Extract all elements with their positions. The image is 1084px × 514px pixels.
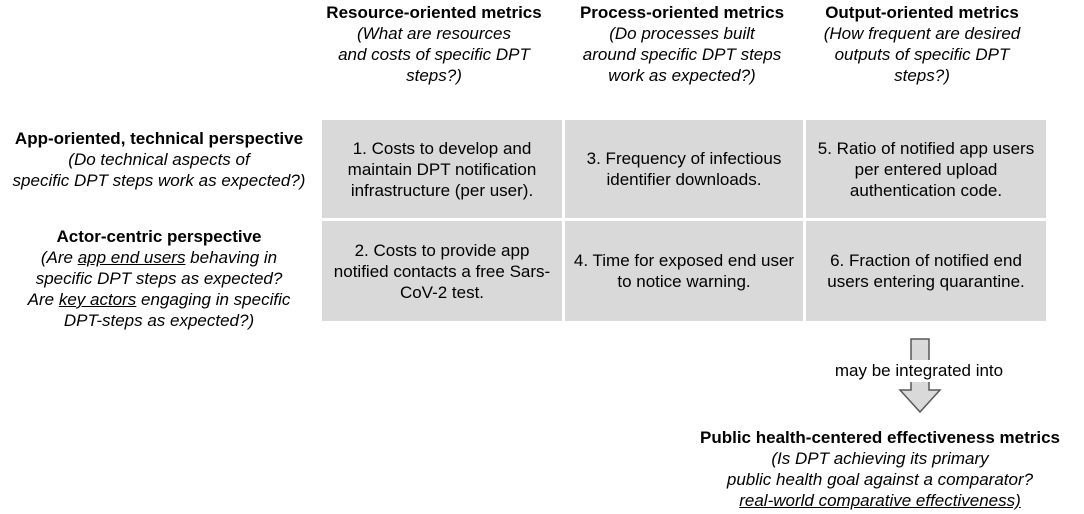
column-subtitle-line: around specific DPT steps [582, 45, 782, 64]
column-subtitle-line: steps?) [406, 66, 462, 85]
public-health-metrics [680, 427, 1080, 511]
metric-cell-2 [322, 221, 562, 321]
public-health-title: Public health-centered effectiveness metrics [700, 428, 1060, 447]
metric-cell-text: 4. Time for exposed end user to notice warning. [573, 251, 795, 291]
column-subtitle-line: work as expected?) [608, 66, 756, 85]
column-header-process [563, 2, 801, 86]
column-subtitle-line: steps?) [894, 66, 950, 85]
column-subtitle-line: and costs of specific DPT [338, 45, 530, 64]
real-world-effectiveness-emphasis: real-world comparative effectiveness) [739, 491, 1021, 510]
public-health-subtitle-line: (Is DPT achieving its primary [771, 449, 989, 468]
public-health-subtitle-line [680, 490, 1080, 511]
metric-cell-text: 1. Costs to develop and maintain DPT notification infrastructure (per user). [347, 138, 537, 200]
metric-cell-3 [565, 120, 803, 218]
row-subtitle-line: specific DPT steps as expected? [35, 269, 283, 288]
metric-cell-text: 3. Frequency of infectious identifier downloads. [586, 149, 782, 189]
metric-cell-text: 6. Fraction of notified end users entering quarantine. [827, 251, 1025, 291]
row-header-technical [0, 128, 318, 191]
metric-cell-5 [806, 120, 1046, 218]
metric-cell-text: 2. Costs to provide app notified contacts a free Sars-CoV-2 test. [333, 240, 551, 302]
row-title: App-oriented, technical perspective [14, 129, 304, 148]
metric-cell-4 [565, 221, 803, 321]
column-title: Process-oriented metrics [579, 3, 785, 22]
column-subtitle-line: (What are resources [357, 24, 511, 43]
metric-cell-text: 5. Ratio of notified app users per entered upload authentication code. [817, 138, 1035, 200]
row-subtitle-line: specific DPT steps work as expected?) [12, 171, 306, 190]
row-subtitle-line: DPT-steps as expected?) [63, 311, 255, 330]
column-subtitle-line: (How frequent are desired [823, 24, 1021, 43]
row-subtitle-line: (Are app end users behaving in [40, 248, 278, 267]
column-subtitle-line: outputs of specific DPT [834, 45, 1010, 64]
column-subtitle-line: (Do processes built [609, 24, 755, 43]
row-subtitle-line: (Do technical aspects of [68, 150, 250, 169]
column-title: Output-oriented metrics [825, 3, 1019, 22]
column-header-resource [312, 2, 556, 86]
metric-cell-6 [806, 221, 1046, 321]
app-end-users-emphasis: app end users [77, 248, 186, 267]
row-title: Actor-centric perspective [56, 227, 262, 246]
public-health-subtitle-line: public health goal against a comparator? [726, 470, 1034, 489]
column-title: Resource-oriented metrics [326, 3, 542, 22]
row-header-actor [0, 226, 318, 331]
arrow-label: may be integrated into [808, 360, 1030, 382]
column-header-output [803, 2, 1041, 86]
key-actors-emphasis: key actors [58, 290, 137, 309]
metric-cell-1 [322, 120, 562, 218]
row-subtitle-line: Are key actors engaging in specific [27, 290, 291, 309]
